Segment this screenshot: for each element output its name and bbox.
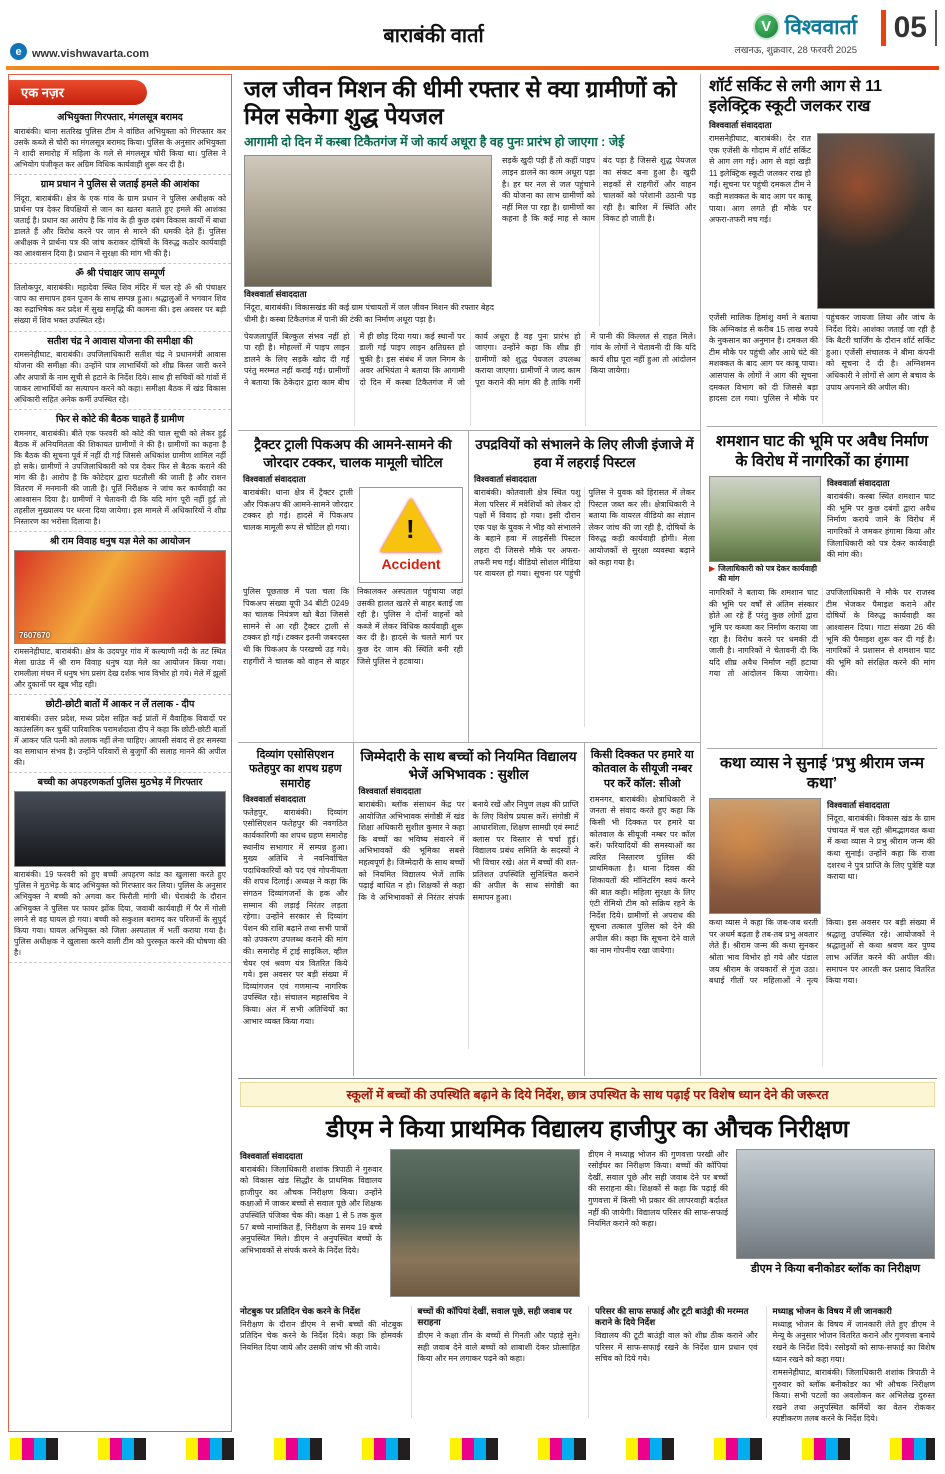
classroom-inspection-photo — [390, 1149, 580, 1297]
one-look-header: एक नज़र — [9, 80, 147, 105]
byline: विश्ववार्ता संवाददाता — [243, 474, 306, 485]
brief-item — [9, 332, 231, 410]
katha-side-block — [827, 798, 935, 914]
ram-vivah-mela-photo — [14, 550, 226, 644]
byline: विश्ववार्ता संवाददाता — [358, 786, 422, 797]
article-headline: ट्रैक्टर ट्राली पिकअप की आमने-सामने की जोरदार टक्कर, चालक मामूली चोटिल — [254, 437, 452, 470]
lead-article-row — [244, 155, 696, 325]
lower-row — [238, 742, 700, 1076]
date-line: लखनऊ, शुक्रवार, 28 फरवरी 2025 — [734, 44, 858, 56]
byline: विश्ववार्ता संवाददाता — [243, 793, 306, 804]
dm-row-1 — [240, 1149, 935, 1301]
tractor-collision-article — [238, 431, 469, 742]
block-inspection-photo — [736, 1149, 935, 1259]
accident-label: Accident — [381, 556, 441, 573]
brief-item — [9, 695, 231, 773]
brief-headline: बच्ची का अपहरणकर्ता पुलिस मुठभेड़ में गिरफ्तार — [37, 777, 203, 789]
article-body-bottom: नागरिकों ने बताया कि शमशान घाट की भूमि पर वर्षों से अंतिम संस्कार होते आ रहे हैं परंतु कुछ लोगों द्वारा भूमि पर कब्जा कर निर्माण कराया जा रहा है। विरोध करने पर धमकी दी जाती है। नागरिकों ने चेतावनी दी कि यदि शीघ्र अवैध निर्माण नहीं हटाया गया तो आंदोलन किया जायेगा। उपजिलाधिकारी ने मौके पर राजस्व टीम भेजकर पैमाइश कराने और दोषियों के विरुद्ध कार्यवाही का आश्वासन दिया। गाटा संख्या 26 की भूमि की पैमाइश शुरू कर दी गई है। नागरिकों ने प्रशासन से शमशान घाट की भूमि को संरक्षित करने की मांग की। — [709, 588, 935, 679]
arrest-photo — [14, 791, 226, 867]
brief-body: बाराबंकी। 19 फरवरी को हुए बच्ची अपहरण कांड का खुलासा करते हुए पुलिस ने मुठभेड़ के बाद अभियुक्त को गिरफ्तार कर लिया। पुलिस के अनुसार अभियुक्त ने बच्ची को अगवा कर फिरौती मांगी थी। घेराबंदी के दौरान अभियुक्त ने पुलिस पर फायर झोंक दिया, जवाबी कार्यवाही में पैर में गोली लगने से वह घायल हो गया। बच्ची को सकुशल बरामद कर परिजनों के सुपुर्द किया गया। घायल अभियुक्त को जिला अस्पताल में भर्ती कराया गया है। पुलिस अधीक्षक ने खुलासा करने वाली टीम को पुरस्कृत करने की घोषणा की है। — [14, 870, 226, 957]
byline: विश्ववार्ता संवाददाता — [709, 120, 772, 130]
dm-sub-col — [240, 1306, 403, 1418]
brief-item — [9, 264, 231, 331]
dm-body-2: डीएम ने मध्याह्न भोजन की गुणवत्ता परखी और रसोईघर का निरीक्षण किया। बच्चों की कॉपियां देखीं, सवाल पूछे और सही जवाब देने पर बच्चों की सराहना की। शिक्षकों से कहा कि पढ़ाई की गुणवत्ता में किसी भी प्रकार की लापरवाही बर्दाश्त नहीं की जायेगी। विद्यालय परिसर की साफ-सफाई नियमित कराने को कहा। — [588, 1149, 728, 1229]
article-headline: किसी दिक्कत पर हमारे या कोतवाल के सीयूजी नम्बर पर करें कॉल: सीओ — [590, 749, 694, 790]
dm-subhead: नोटबुक पर प्रतिदिन चेक करने के निर्देश — [240, 1305, 361, 1316]
dm-col-2 — [588, 1149, 728, 1301]
dm-subhead: बच्चों की कॉपियां देखीं, सवाल पूछे, सही जवाब पर सराहना — [417, 1305, 572, 1327]
brief-body: रामसनेहीघाट, बाराबंकी। क्षेत्र के उदयपुर गांव में कल्याणी नदी के तट स्थित मेला ग्राउंड में श्री राम विवाह धनुष यज्ञ मेले का आयोजन किया गया। रामलीला मंचन में धनुष भंग प्रसंग देख दर्शक भाव विभोर हो गये। मेले में झूलों और दुकानों पर खूब भीड़ रही। — [14, 647, 226, 690]
brief-headline: फिर से कोटे की बैठक चाहते हैं ग्रामीण — [56, 413, 184, 425]
article-headline: दिव्यांग एसोसिएशन फतेहपुर का शपथ ग्रहण समारोह — [248, 749, 342, 790]
dm-body-1: बाराबंकी। जिलाधिकारी शशांक त्रिपाठी ने गुरुवार को विकास खंड सिद्धौर के प्राथमिक विद्यालय हाजीपुर का औचक निरीक्षण किया। उन्होंने कक्षाओं में जाकर बच्चों से सवाल पूछे और शिक्षक उपस्थिति पंजिका चेक की। कक्षा 1 से 5 तक कुल 57 बच्चे नामांकित हैं, निरीक्षण के समय 19 बच्चे अनुपस्थित मिले। डीएम ने अनुपस्थित बच्चों के अभिभावकों से संपर्क करने के निर्देश दिये। — [240, 1164, 382, 1255]
lead-article-photo — [244, 155, 492, 287]
brief-headline: छोटी-छोटी बातों में आकर न लें तलाक - दीप — [45, 699, 195, 711]
katha-crowd-photo — [709, 798, 821, 914]
brief-item — [9, 175, 231, 264]
brief-item — [9, 108, 231, 175]
school-attendance-article — [354, 743, 585, 1076]
lead-subhead: आगामी दो दिन में कस्बा टिकैतगंज में जो कार्य अधूरा है वह पुनः प्रारंभ हो जाएगा : जेई — [244, 135, 625, 150]
masthead — [0, 0, 945, 66]
page-content — [0, 70, 945, 1432]
brief-headline: ग्राम प्रधान ने पुलिस से जताई हमले की आशंका — [40, 179, 200, 191]
article-headline: जिम्मेदारी के साथ बच्चों को नियमित विद्यालय भेजें अभिभावक : सुशील — [360, 749, 577, 782]
brief-body: तिलोकपुर, बाराबंकी। महादेवा स्थित शिव मंदिर में चल रहे ॐ श्री पंचाक्षर जाप का समापन हवन पूजन के साथ सम्पन्न हुआ। श्रद्धालुओं ने भगवान शिव का रुद्राभिषेक कर प्रदेश में सुख समृद्धि की कामना की। इस अवसर पर बड़ी संख्या में शिव भक्त उपस्थित रहे। — [14, 283, 226, 326]
brief-headline: सतीश चंद्र ने आवास योजना की समीक्षा की — [47, 335, 193, 347]
masthead-right — [484, 13, 857, 56]
brief-headline: अभियुक्ता गिरफ्तार, मंगलसूत्र बरामद — [57, 112, 183, 123]
brief-headline: श्री राम विवाह धनुष यज्ञ मेले का आयोजन — [49, 536, 191, 548]
lead-photo-block — [244, 155, 494, 325]
dm-sub-col — [411, 1306, 581, 1418]
byline: विश्ववार्ता संवाददाता — [244, 289, 307, 300]
caption-pointer-icon: ▶ — [709, 564, 716, 574]
brief-body: बाराबंकी। उत्तर प्रदेश, मध्य प्रदेश सहित कई प्रांतों में वैवाहिक विवादों पर काउंसलिंग कर चुकीं पारिवारिक परामर्शदाता दीप ने कहा कि छोटी-छोटी बातों में आकर पति पत्नी को तलाक नहीं लेना चाहिए। आपसी संवाद से हर समस्या का समाधान संभव है। उन्होंने परिवारों से बुजुर्गों की सलाह मानने की अपील की। — [14, 714, 226, 768]
article-body-bottom: एजेंसी मालिक हिमांशु वर्मा ने बताया कि अग्निकांड से करीब 15 लाख रुपये के नुकसान का अनुमान है। दमकल की टीम मौके पर पहुंची और आधे घंटे की मशक्कत के बाद आग पर काबू पाया। आसपास के लोगों ने आग की सूचना दमकल विभाग को दी जिससे बड़ा हादसा टल गया। पुलिस ने मौके पर पहुंचकर जायजा लिया और जांच के निर्देश दिये। आशंका जताई जा रही है कि बैटरी चार्जिंग के दौरान शॉर्ट सर्किट हुआ। एजेंसी संचालक ने बीमा कंपनी को सूचना दे दी है। अग्निशमन अधिकारी ने लोगों से आग से बचाव के उपाय अपनाने की अपील की। — [709, 313, 935, 404]
shamshan-photo-block — [709, 476, 821, 584]
dm-headline: डीएम ने किया प्राथमिक विद्यालय हाजीपुर का औचक निरीक्षण — [326, 1115, 849, 1143]
brief-body: रामसनेहीघाट, बाराबंकी। उपजिलाधिकारी सतीश चंद्र ने प्रधानमंत्री आवास योजना की समीक्षा की। उन्होंने पात्र लाभार्थियों को शीघ्र किस्त जारी करने और अपात्रों के नाम सूची से हटाने के निर्देश दिये। साथ ही सचिवों को गांवों में जाकर लाभार्थियों का सत्यापन करने को कहा। समीक्षा बैठक में खंड विकास अधिकारी सहित अनेक कर्मी उपस्थित रहे। — [14, 350, 226, 404]
article-body: फतेहपुर, बाराबंकी। दिव्यांग एसोसिएशन फतेहपुर की नवगठित कार्यकारिणी का शपथ ग्रहण समारोह स्थानीय सभागार में सम्पन्न हुआ। मुख्य अतिथि ने नवनिर्वाचित पदाधिकारियों को पद एवं गोपनीयता की शपथ दिलाई। अध्यक्ष ने कहा कि संगठन दिव्यांगजनों के हक और सम्मान की लड़ाई निरंतर लड़ता रहेगा। उन्होंने सरकार से दिव्यांग पेंशन की राशि बढ़ाने तथा सभी पात्रों को उपकरण उपलब्ध कराने की मांग की। समारोह में ट्राई साइकिल, व्हील चेयर एवं श्रवण यंत्र वितरित किये गये। इस अवसर पर बड़ी संख्या में दिव्यांगजन एवं गणमान्य नागरिक उपस्थित रहे। संचालन महासचिव ने किया। अंत में सभी अतिथियों का आभार व्यक्त किया गया। — [243, 807, 348, 1026]
dm-sub-col — [766, 1305, 936, 1424]
section-title: बाराबंकी वार्ता — [383, 24, 484, 47]
photo-caption — [709, 564, 821, 584]
katha-vyas-article — [707, 748, 937, 1076]
paper-name: विश्ववार्ता — [784, 15, 858, 39]
scooter-article-row — [709, 133, 935, 309]
dm-subhead: परिसर की साफ सफाई और टूटी बाउंड्री की मरम्मत कराने के दिये निर्देश — [595, 1305, 749, 1327]
paper-logo — [753, 13, 857, 41]
scooter-fire-article — [707, 74, 937, 426]
article-body-bottom: पुलिस पूछताछ में पता चला कि पिकअप संख्या यूपी 34 बीटी 0249 का चालक नियंत्रण खो बैठा जिससे सामने से आ रही ट्रैक्टर ट्राली से टक्कर हो गई। टक्कर इतनी जबरदस्त थी कि पिकअप के परखच्चे उड़ गये। राहगीरों ने चालक को वाहन से बाहर निकालकर अस्पताल पहुंचाया जहां उसकी हालत खतरे से बाहर बताई जा रही है। पुलिस ने दोनों वाहनों को कब्जे में लेकर विधिक कार्यवाही शुरू कर दी है। हादसे के चलते मार्ग पर कुछ देर जाम की स्थिति बनी रही जिसे पुलिस ने हटवाया। — [243, 587, 463, 666]
right-column — [700, 74, 937, 1076]
lead-body-bottom: पेयजलापूर्ति बिल्कुल संभव नहीं हो पा रही है। मोहल्लों में पाइप लाइन डालने के लिए सड़कें खोद दी गईं परंतु मरम्मत नहीं कराई गई। ग्रामीणों ने बताया कि ठेकेदार द्वारा काम बीच में ही छोड़ दिया गया। कई स्थानों पर डाली गई पाइप लाइन क्षतिग्रस्त हो चुकी है। इस संबंध में जल निगम के अवर अभियंता ने बताया कि आगामी दो दिन में कस्बा टिकैतगंज में जो कार्य अधूरा है वह पुनः प्रारंभ हो जाएगा। उन्होंने कहा कि शीघ्र ही ग्रामीणों को शुद्ध पेयजल उपलब्ध कराया जाएगा। ग्रामीणों ने जल्द काम पूरा कराने की मांग की है ताकि गर्मी में पानी की किल्लत से राहत मिले। गांव के लोगों ने चेतावनी दी कि यदि कार्य शीघ्र पूरा नहीं हुआ तो आंदोलन किया जायेगा। — [244, 331, 696, 387]
article-body: बाराबंकी। कस्बा स्थित शमशान घाट की भूमि पर कुछ दबंगों द्वारा अवैध निर्माण कराये जाने के विरोध में नागरिकों ने जमकर हंगामा किया और जिलाधिकारी को पत्र देकर कार्यवाही की मांग की। — [827, 492, 935, 560]
cremation-ground-photo — [709, 476, 821, 562]
top-zone — [238, 74, 937, 1076]
byline: विश्ववार्ता संवाददाता — [474, 474, 537, 485]
dm-side-body: रामसनेहीघाट, बाराबंकी। जिलाधिकारी शशांक त्रिपाठी ने गुरुवार को ब्लॉक बनीकोडर का भी औचक निरीक्षण किया। सभी पटलों का अवलोकन कर अभिलेख दुरुस्त रखने तथा अनुपस्थित कर्मियों का वेतन रोककर स्पष्टीकरण तलब करने के निर्देश दिये। — [772, 1368, 935, 1424]
middle-row — [238, 430, 700, 742]
byline: विश्ववार्ता संवाददाता — [827, 800, 890, 811]
article-headline: कथा व्यास ने सुनाई ‘प्रभु श्रीराम जन्म कथा’ — [719, 755, 925, 793]
brief-body: बाराबंकी। थाना सतरिख पुलिस टीम ने वांछित अभियुक्ता को गिरफ्तार कर उसके कब्जे से चोरी का मंगलसूत्र बरामद किया। पुलिस के अनुसार अभियुक्ता ने शादी समारोह में महिला के गले से मंगलसूत्र चोरी किया था। पुलिस ने अभियोग पंजीकृत कर अग्रिम विधिक कार्यवाही शुरू कर दी है। — [14, 126, 226, 170]
warning-triangle-icon: ! — [380, 498, 442, 552]
article-body: बाराबंकी। थाना क्षेत्र में ट्रैक्टर ट्राली और पिकअप की आमने-सामने जोरदार टक्कर हो गई। हादसे में पिकअप चालक मामूली रूप से चोटिल हो गया। — [243, 488, 353, 532]
article-body: बाराबंकी। ब्लॉक संसाधन केंद्र पर आयोजित अभिभावक संगोष्ठी में खंड शिक्षा अधिकारी सुशील कुमार ने कहा कि बच्चों का भविष्य संवारने में अभिभावकों की भूमिका सबसे महत्वपूर्ण है। जिम्मेदारी के साथ बच्चों को नियमित विद्यालय भेजें ताकि पढ़ाई बाधित न हो। शिक्षकों से कहा कि वे अभिभावकों से निरंतर संपर्क बनाये रखें और निपुण लक्ष्य की प्राप्ति के लिए विशेष प्रयास करें। संगोष्ठी में आधारशिला, शिक्षण सामग्री एवं स्मार्ट क्लास पर विस्तार से चर्चा हुई। विद्यालय प्रबंध समिति के सदस्यों ने भी विचार रखे। अंत में बच्चों की शत-प्रतिशत उपस्थिति सुनिश्चित कराने की अपील के साथ संगोष्ठी का समापन हुआ। — [358, 800, 579, 902]
article-body: रामसनेहीघाट, बाराबंकी। देर रात एक एजेंसी के गोदाम में शॉर्ट सर्किट से आग लग गई। आग से वहां खड़ी 11 इलेक्ट्रिक स्कूटी जलकर राख हो गईं। सूचना पर पहुंची दमकल टीम ने कड़ी मशक्कत के बाद आग पर काबू पाया। आग लगते ही मौके पर अफरा-तफरी मच गई। — [709, 134, 811, 225]
photo-overlay-text: 7607670 — [19, 631, 51, 640]
lead-body-under-photo: निंदूरा, बाराबंकी। विकासखंड की कई ग्राम पंचायतों में जल जीवन मिशन की रफ्तार बेहद धीमी है। कस्बा टिकैतगंज में पानी की टंकी का निर्माण अधूरा पड़ा है। — [244, 303, 494, 324]
article-headline: शॉर्ट सर्किट से लगी आग से 11 इलेक्ट्रिक स्कूटी जलकर राख — [709, 78, 882, 115]
dm-row-2 — [240, 1305, 935, 1424]
main-area — [238, 74, 937, 1432]
brief-item — [9, 410, 231, 532]
caption-text: जिलाधिकारी को पत्र देकर कार्यवाही की मांग — [718, 564, 818, 584]
paper-logo-icon: V — [753, 13, 780, 40]
shamshan-article-row — [709, 476, 935, 584]
dm-sub-body: मध्याह्न भोजन के विषय में जानकारी लेते हुए डीएम ने मेन्यू के अनुसार भोजन वितरित कराने और गुणवत्ता बनाये रखने के निर्देश दिये। रसोइयों को साफ-सफाई का विशेष ध्यान रखने को कहा गया। — [772, 1319, 935, 1364]
globe-icon: e — [10, 43, 27, 60]
article-body: रामनगर, बाराबंकी। क्षेत्राधिकारी ने जनता से संवाद करते हुए कहा कि किसी भी दिक्कत पर हमारे या कोतवाल के सीयूजी नम्बर पर कॉल करें। फरियादियों की समस्याओं का त्वरित निस्तारण पुलिस की प्राथमिकता है। थाना दिवस की शिकायतों की मॉनिटरिंग स्वयं करने की बात कही। महिला सुरक्षा के लिए एंटी रोमियो टीम को सक्रिय रहने के निर्देश दिये। ग्रामीणों से अपराध की सूचना तत्काल पुलिस को देने की अपील की। कहा कि सूचना देने वाले का नाम गोपनीय रखा जायेगा। — [589, 794, 695, 955]
byline: विश्ववार्ता संवाददाता — [240, 1150, 303, 1161]
pistol-waving-article — [469, 431, 700, 742]
dm-col-1 — [240, 1149, 382, 1301]
brief-item — [9, 773, 231, 962]
article-body: निंदूरा, बाराबंकी। विकास खंड के ग्राम पंचायत में चल रही श्रीमद्भागवत कथा में कथा व्यास ने प्रभु श्रीराम जन्म की कथा सुनाई। उन्होंने कहा कि राजा दशरथ ने पुत्र प्राप्ति के लिए पुत्रेष्टि यज्ञ कराया था। — [827, 814, 935, 882]
shamshan-side-block — [827, 476, 935, 584]
dm-sub-body: विद्यालय की टूटी बाउंड्री वाल को शीघ्र ठीक कराने और परिसर में साफ-सफाई रखने के निर्देश ग्राम प्रधान एवं सचिव को दिये गये। — [595, 1330, 758, 1364]
article-headline: उपद्रवियों को संभालने के लिए लीजी इंजाजे में हवा में लहराई पिस्टल — [475, 437, 694, 470]
lead-article — [238, 74, 700, 426]
dm-sub-col — [588, 1306, 758, 1418]
cremation-ground-article — [707, 426, 937, 748]
one-look-column — [8, 74, 232, 1432]
divyang-association-article — [238, 743, 354, 1076]
dm-subhead: मध्याह्न भोजन के विषय में ली जानकारी — [772, 1305, 892, 1316]
article-headline: शमशान घाट की भूमि पर अवैध निर्माण के विरोध में नागरिकों का हंगामा — [715, 433, 929, 471]
dm-side-block — [736, 1149, 935, 1301]
katha-article-row — [709, 798, 935, 914]
brief-item — [9, 532, 231, 695]
dm-sub-body: निरीक्षण के दौरान डीएम ने सभी बच्चों की नोटबुक प्रतिदिन चेक करने के निर्देश दिये। कहा कि होमवर्क नियमित दिया जाये और उसकी जांच भी की जाये। — [240, 1319, 403, 1352]
accident-sign-image — [359, 487, 463, 583]
masthead-left — [10, 43, 383, 64]
website-url: www.vishwavarta.com — [32, 48, 149, 60]
dm-inspection-article — [238, 1078, 937, 1432]
brief-body: निंदूरा, बाराबंकी। क्षेत्र के एक गांव के ग्राम प्रधान ने पुलिस अधीक्षक को प्रार्थना पत्र देकर विपक्षियों से जान का खतरा बताते हुए हमले की आशंका जताई है। प्रधान का आरोप है कि गांव के ही कुछ दबंग विकास कार्यों में बाधा डालते हैं और विरोध करने पर जान से मारने की धमकी देते हैं। पुलिस अधीक्षक ने प्रार्थना पत्र की जांच कराकर दोषियों के विरुद्ध कठोर कार्यवाही का आश्वासन दिया है। प्रधान ने सुरक्षा की मांग भी की है। — [14, 194, 226, 259]
byline: विश्ववार्ता संवाददाता — [827, 478, 890, 489]
cug-number-article — [585, 743, 701, 1076]
print-registration-marks — [10, 1438, 935, 1460]
brief-headline: ॐ श्री पंचाक्षर जाप सम्पूर्ण — [75, 268, 165, 280]
page-number: 05 — [881, 10, 937, 46]
kicker-strip: स्कूलों में बच्चों की उपस्थिति बढ़ाने के दिये निर्देश, छात्र उपस्थित के साथ पढ़ाई पर विशेष ध्यान देने की जरूरत — [240, 1082, 935, 1107]
center-column — [238, 74, 700, 1076]
article-body-bottom: कथा व्यास ने कहा कि जब-जब धरती पर अधर्म बढ़ता है तब-तब प्रभु अवतार लेते हैं। श्रीराम जन्म की कथा सुनकर श्रोता भाव विभोर हो गये और पंडाल जय श्रीराम के जयकारों से गूंज उठा। बधाई गीतों पर महिलाओं ने नृत्य किया। इस अवसर पर बड़ी संख्या में श्रद्धालु उपस्थित रहे। आयोजकों ने श्रद्धालुओं से कथा श्रवण कर पुण्य लाभ अर्जित करने की अपील की। समापन पर आरती कर प्रसाद वितरित किया गया। — [709, 918, 935, 986]
lead-headline: जल जीवन मिशन की धीमी रफ्तार से क्या ग्रामीणों को मिल सकेगा शुद्ध पेयजल — [244, 76, 677, 129]
lead-body-side: सड़कें खुदी पड़ी हैं तो कहीं पाइप लाइन डालने का काम अधूरा पड़ा है। हर घर नल से जल पहुंचाने की योजना का लाभ ग्रामीणों को नहीं मिल पा रहा है। ग्रामीणों का कहना है कि कई माह से काम बंद पड़ा है जिससे शुद्ध पेयजल का संकट बना हुआ है। खुदी सड़कों से राहगीरों और वाहन चालकों को परेशानी उठानी पड़ रही है। बारिश में स्थिति और विकट हो जाती है। — [502, 156, 696, 224]
dm-side-headline: डीएम ने किया बनीकोडर ब्लॉक का निरीक्षण — [750, 1262, 921, 1275]
burned-scooters-photo — [817, 133, 935, 309]
brief-body: रामनगर, बाराबंकी। बीते एक फरवरी को कोटे की चाल सूची को लेकर हुई बैठक में अनियमितता की शिकायत ग्रामीणों ने की है। ग्रामीणों का कहना है कि बैठक की सूचना पूर्व में नहीं दी गई जिससे अधिकांश ग्रामीण शामिल नहीं हो सके। ग्रामीणों ने उपजिलाधिकारी को पत्र देकर फिर से बैठक कराने की मांग की है। आरोप है कि कोटेदार द्वारा घटतौली की जाती है और राशन वितरण में मनमानी की जाती है। पूर्ति निरीक्षक ने जांच कर कार्यवाही का आश्वासन दिया है। ग्रामीणों ने चेतावनी दी कि यदि मांग पूरी नहीं हुई तो तहसील मुख्यालय पर धरना दिया जायेगा। इस मामले में अधिकारियों ने शीघ्र निस्तारण का भरोसा दिलाया है। — [14, 428, 226, 527]
article-body: बाराबंकी। कोतवाली क्षेत्र स्थित पशु मेला परिसर में मवेशियों को लेकर दो पक्षों में विवाद हो गया। इसी दौरान एक पक्ष के युवक ने भीड़ को संभालने के बहाने हवा में लाइसेंसी पिस्टल लहरा दी जिससे मौके पर अफरा-तफरी मच गई। वीडियो सोशल मीडिया पर वायरल हो गया। सूचना पर पहुंची पुलिस ने युवक को हिरासत में लेकर पिस्टल जब्त कर ली। क्षेत्राधिकारी ने बताया कि वायरल वीडियो का संज्ञान लेकर जांच की जा रही है, दोषियों के विरुद्ध कड़ी कार्यवाही होगी। मेला आयोजकों से सुरक्षा व्यवस्था बढ़ाने को कहा गया है। — [474, 488, 695, 579]
tractor-article-row — [243, 487, 463, 583]
dm-sub-body: डीएम ने कक्षा तीन के बच्चों से गिनती और पहाड़े सुने। सही जवाब देने वाले बच्चों को शाबाशी देकर प्रोत्साहित किया और मन लगाकर पढ़ने को कहा। — [417, 1330, 580, 1364]
